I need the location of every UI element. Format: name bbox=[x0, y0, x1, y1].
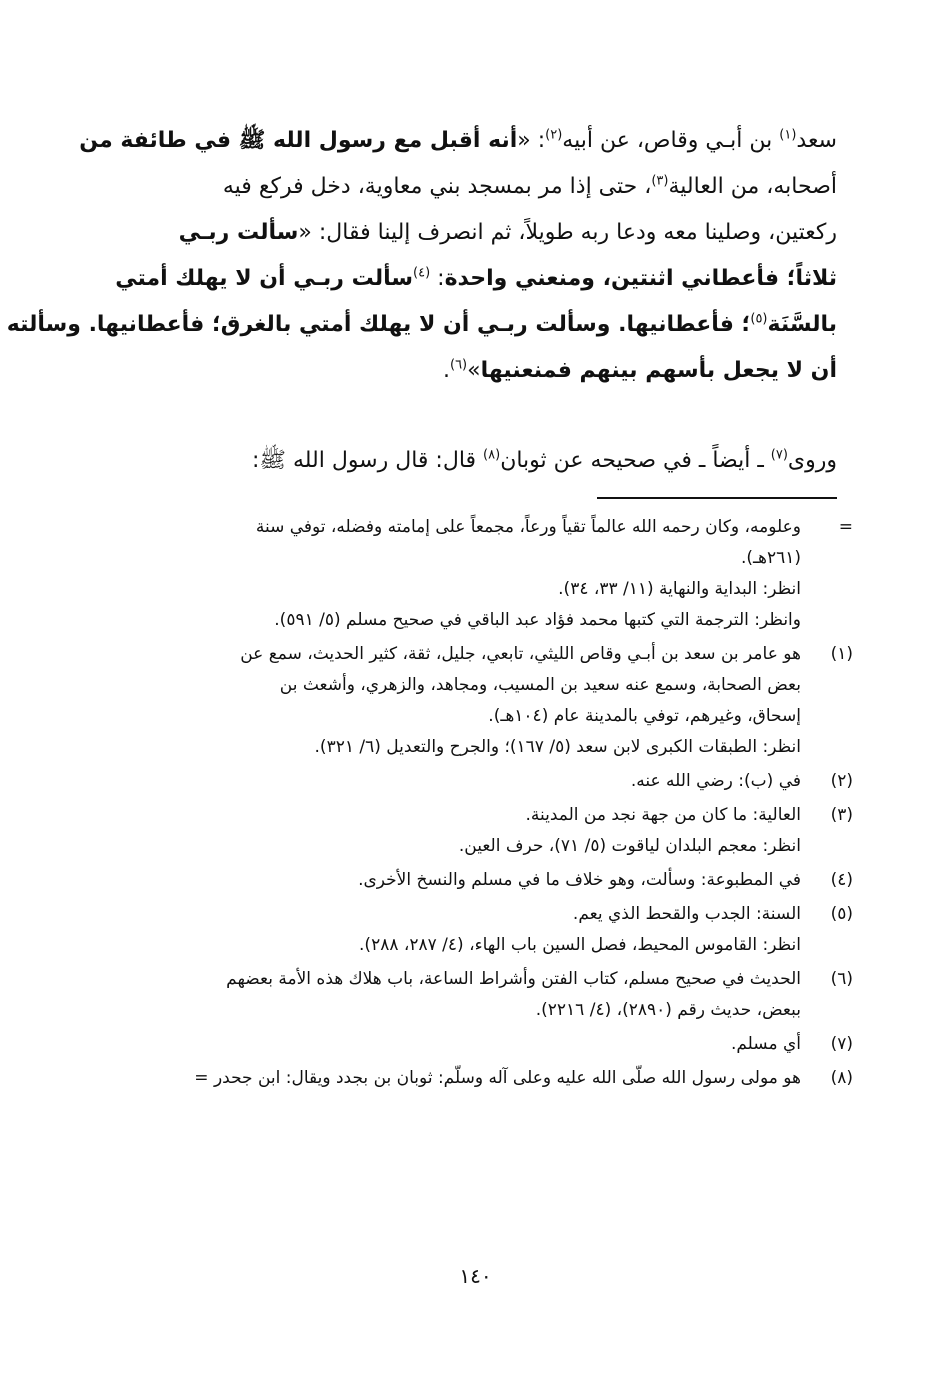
footnote-marker: (٧) bbox=[770, 447, 788, 463]
footnote-line: ببعض، حديث رقم (٢٨٩٠)، (٤/ ٢٢١٦). bbox=[535, 1000, 801, 1020]
main-text-line bbox=[112, 348, 837, 394]
footnote-marker: (١) bbox=[779, 127, 797, 143]
footnote-marker: (٣) bbox=[651, 173, 669, 189]
text-run: ، حتى إذا مر بمسجد بني معاوية، دخل فركع فيه bbox=[222, 174, 652, 199]
footnote-reference: انظر: البداية والنهاية (١١/ ٣٣، ٣٤). bbox=[558, 579, 801, 599]
bold-text: أنه أقبل مع رسول الله ﷺ في طائفة من bbox=[79, 128, 518, 153]
footnote-reference: انظر: الطبقات الكبرى لابن سعد (٥/ ١٦٧)؛ والجرح والتعديل (٦/ ٣٢١). bbox=[314, 737, 801, 757]
text-run: : bbox=[430, 266, 445, 291]
footnote-marker: (٦) bbox=[449, 357, 468, 373]
footnote-item bbox=[110, 1029, 855, 1060]
main-text-line bbox=[112, 164, 837, 210]
footnote-line: (٢٦١هـ). bbox=[740, 548, 801, 568]
text-run: : « bbox=[517, 128, 546, 153]
footnote-number: (٣) bbox=[830, 805, 853, 825]
footnote-item bbox=[110, 865, 855, 896]
footnote-body bbox=[110, 964, 801, 1026]
main-text-line bbox=[6, 302, 837, 348]
main-text-line bbox=[112, 210, 837, 256]
footnote-line: إسحاق، وغيرهم، توفي بالمدينة عام (١٠٤هـ). bbox=[488, 706, 801, 726]
footnote-line: السنة: الجدب والقحط الذي يعم. bbox=[572, 904, 801, 924]
footnote-body bbox=[110, 899, 801, 961]
riwaya-line bbox=[112, 438, 837, 484]
footnote-body bbox=[110, 1029, 801, 1060]
footnote-body bbox=[110, 800, 801, 862]
footnote-number: = bbox=[838, 517, 853, 537]
page-number: ١٤٠ bbox=[459, 1264, 492, 1288]
main-text-line bbox=[112, 256, 837, 302]
footnote-line: بعض الصحابة، وسمع عنه سعيد بن المسيب، ومجاهد، والزهري، وأشعث بن bbox=[279, 675, 801, 695]
text-run: سعد bbox=[796, 128, 837, 153]
footnote-item bbox=[110, 800, 855, 862]
footnote-item bbox=[110, 1063, 855, 1094]
footnotes bbox=[110, 512, 855, 1097]
footnote-reference: انظر: القاموس المحيط، فصل السين باب الهاء، (٤/ ٢٨٧، ٢٨٨). bbox=[359, 935, 801, 955]
footnote-line: هو عامر بن سعد بن أبـي وقاص الليثي، تابعي، جليل، ثقة، كثير الحديث، سمع عن bbox=[240, 644, 801, 664]
footnote-number: (٨) bbox=[830, 1068, 853, 1088]
main-text bbox=[6, 118, 837, 394]
bold-text: سألت ربـي bbox=[178, 220, 299, 245]
footnote-body bbox=[110, 639, 801, 763]
footnote-body bbox=[110, 865, 801, 896]
footnote-divider bbox=[597, 497, 837, 499]
main-text-line bbox=[79, 118, 837, 164]
footnote-number: (٦) bbox=[830, 969, 853, 989]
footnote-line: أي مسلم. bbox=[730, 1034, 801, 1054]
footnote-number: (٢) bbox=[830, 771, 853, 791]
footnote-line: وعلومه، وكان رحمه الله عالماً تقياً ورعاً، مجمعاً على إمامته وفضله، توفي سنة bbox=[255, 517, 801, 537]
bold-text: سألت ربـي أن لا يهلك أمتي bbox=[115, 266, 414, 291]
footnote-reference: انظر: معجم البلدان لياقوت (٥/ ٧١)، حرف العين. bbox=[458, 836, 801, 856]
footnote-marker: (٥) bbox=[750, 311, 768, 327]
footnote-body bbox=[110, 512, 801, 636]
footnote-number: (٥) bbox=[830, 904, 853, 924]
bold-text: ثلاثاً؛ فأعطاني اثنتين، ومنعني واحدة bbox=[444, 266, 837, 291]
footnote-item bbox=[110, 899, 855, 961]
text-run: ركعتين، وصلينا معه ودعا ربه طويلاً، ثم انصرف إلينا فقال: « bbox=[298, 220, 837, 245]
footnote-line: هو مولى رسول الله صلّى الله عليه وعلى آله وسلّم: ثوبان بن بجدد ويقال: ابن جحدر = bbox=[194, 1068, 801, 1088]
text-run: بن أبـي وقاص، عن أبيه bbox=[562, 128, 780, 153]
text-run: قال: قال رسول الله ﷺ: bbox=[251, 448, 484, 473]
text-run: . bbox=[442, 358, 450, 383]
footnote-marker: (٤) bbox=[413, 265, 431, 281]
footnote-line: الحديث في صحيح مسلم، كتاب الفتن وأشراط الساعة، باب هلاك هذه الأمة بعضهم bbox=[226, 969, 801, 989]
footnote-reference: وانظر: الترجمة التي كتبها محمد فؤاد عبد الباقي في صحيح مسلم (٥/ ٥٩١). bbox=[274, 610, 801, 630]
footnote-item bbox=[110, 964, 855, 1026]
footnote-item bbox=[110, 512, 855, 636]
footnote-marker: (٨) bbox=[483, 447, 501, 463]
bold-text: ؛ فأعطانيها. وسألت ربـي أن لا يهلك أمتي بالغرق؛ فأعطانيها. وسألته bbox=[6, 312, 751, 337]
bold-text: أن لا يجعل بأسهم بينهم فمنعنيها bbox=[480, 358, 837, 383]
footnote-item bbox=[110, 766, 855, 797]
text-run: ـ أيضاً ـ في صحيحه عن ثوبان bbox=[500, 448, 771, 473]
footnote-marker: (٢) bbox=[545, 127, 563, 143]
text-run: وروى bbox=[787, 448, 837, 473]
text-run: أصحابه، من العالية bbox=[668, 174, 837, 199]
footnote-line: العالية: ما كان من جهة نجد من المدينة. bbox=[525, 805, 801, 825]
footnote-line: في المطبوعة: وسألت، وهو خلاف ما في مسلم والنسخ الأخرى. bbox=[358, 870, 801, 890]
footnote-number: (١) bbox=[830, 644, 853, 664]
footnote-item bbox=[110, 639, 855, 763]
text-run: » bbox=[467, 358, 481, 383]
footnote-body bbox=[110, 1063, 801, 1094]
footnote-body bbox=[110, 766, 801, 797]
bold-text: بالسَّنَة bbox=[767, 312, 837, 337]
footnote-line: في (ب): رضي الله عنه. bbox=[630, 771, 801, 791]
footnote-number: (٧) bbox=[830, 1034, 853, 1054]
footnote-number: (٤) bbox=[830, 870, 853, 890]
